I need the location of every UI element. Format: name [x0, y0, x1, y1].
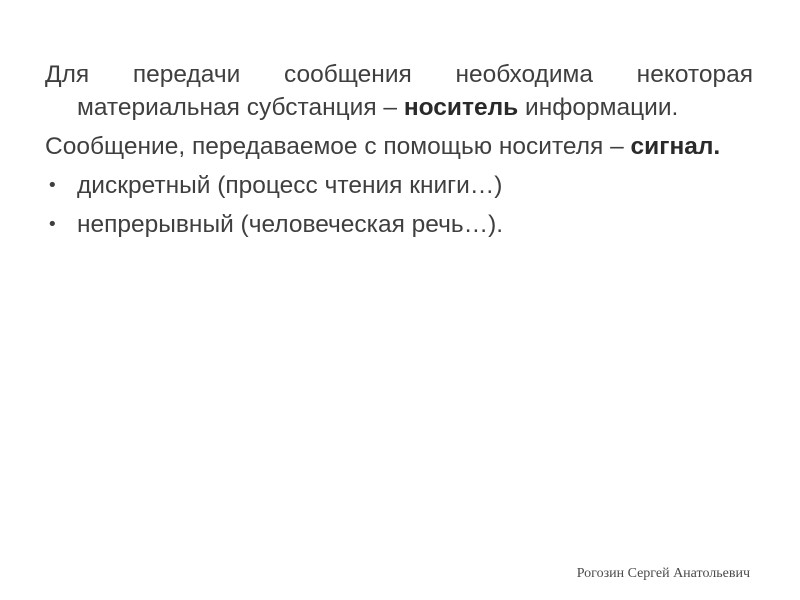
list-item-text: непрерывный (человеческая речь…).	[77, 211, 504, 238]
paragraph-signal-text: Сообщение, передаваемое с помощью носителя –	[45, 133, 631, 160]
signal-types-list	[45, 169, 753, 241]
term-carrier: носитель	[403, 94, 519, 121]
bullet-icon: •	[47, 175, 58, 196]
paragraph-carrier-text: Для передачи сообщения необходима некоторая материальная субстанция –	[45, 61, 753, 121]
paragraph-carrier	[45, 58, 753, 124]
slide-content	[45, 58, 753, 247]
list-item-continuous	[45, 208, 753, 241]
paragraph-carrier-tail: информации.	[518, 94, 679, 121]
author-footer: Рогозин Сергей Анатольевич	[576, 566, 750, 581]
paragraph-signal	[45, 130, 753, 163]
list-item-text: дискретный (процесс чтения книги…)	[77, 172, 503, 199]
term-signal: сигнал.	[630, 133, 721, 160]
bullet-icon: •	[47, 214, 58, 235]
list-item-discrete	[45, 169, 753, 202]
